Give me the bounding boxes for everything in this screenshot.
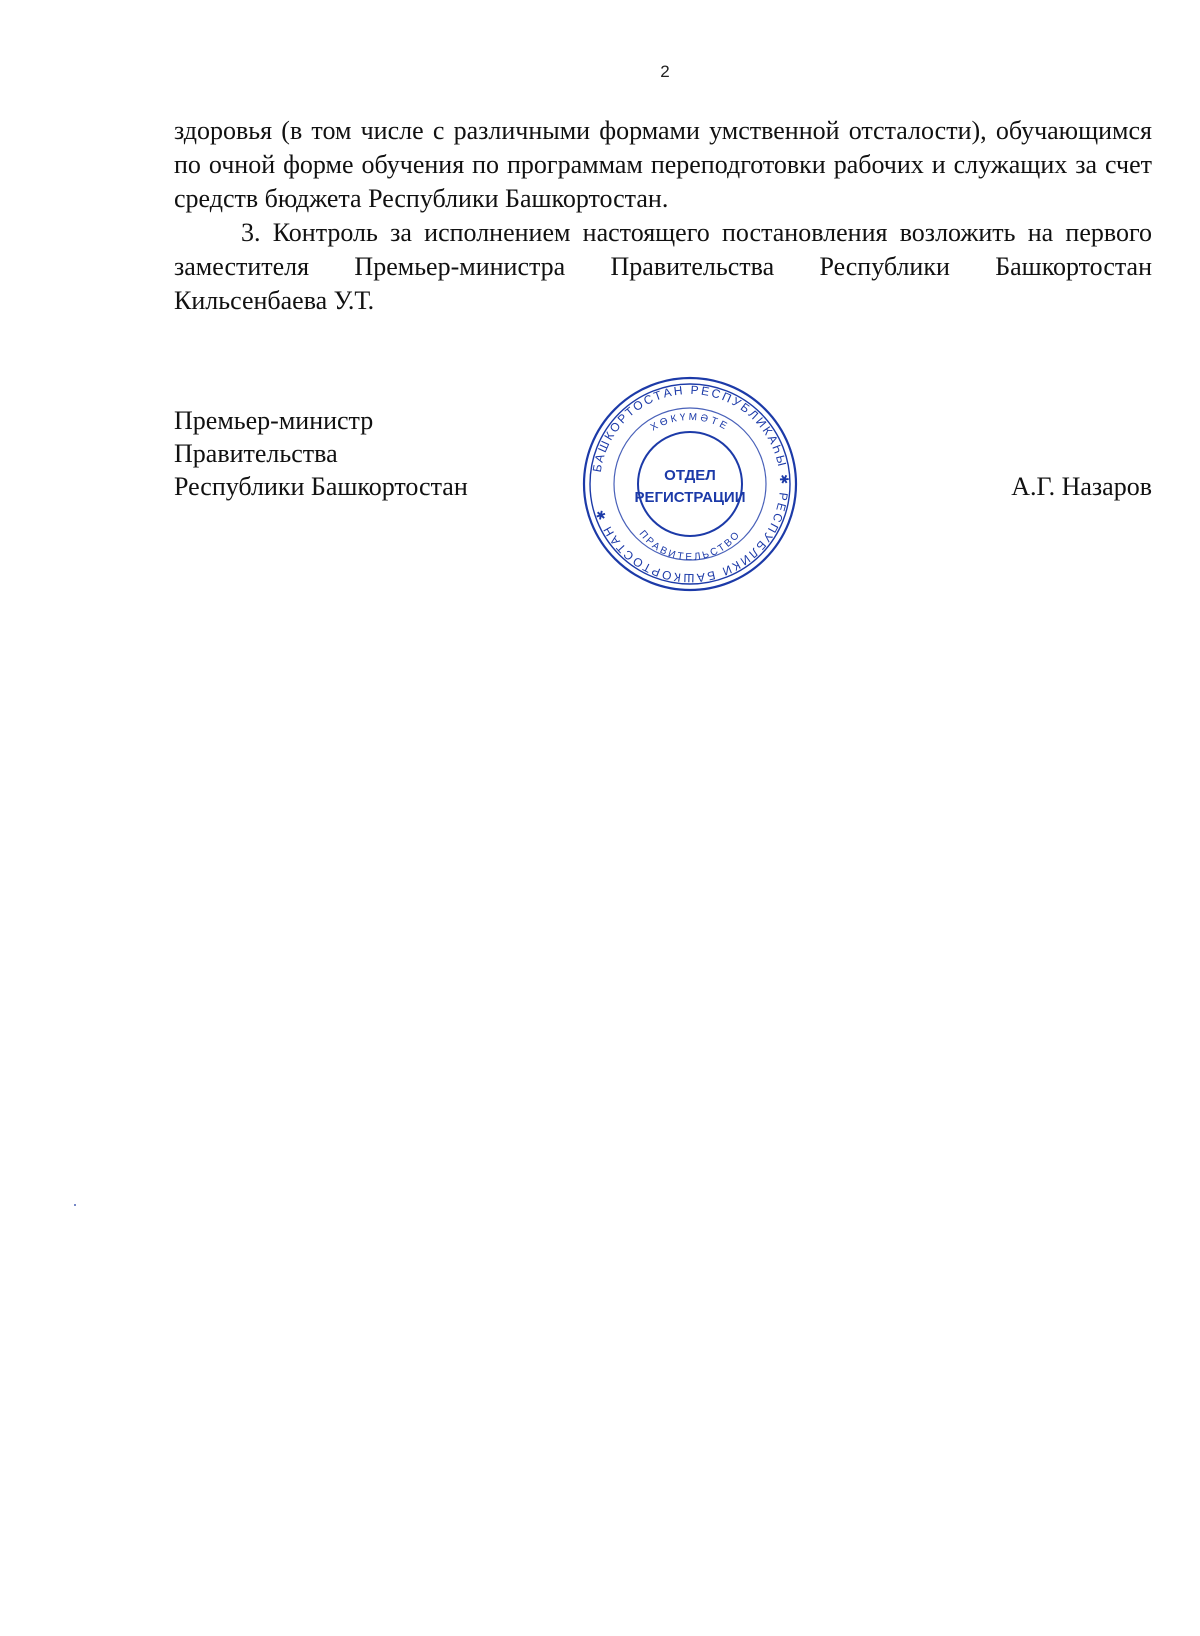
- page-number: 2: [660, 62, 670, 81]
- seal-center-line-1: ОТДЕЛ: [664, 467, 716, 484]
- official-seal-stamp: [576, 370, 804, 598]
- scan-speck: [74, 1204, 76, 1206]
- seal-inner-circle: [638, 432, 742, 536]
- signer-title-line: Правительства: [174, 439, 338, 468]
- seal-center-line-2: РЕГИСТРАЦИИ: [634, 489, 746, 506]
- signer-title: [174, 404, 468, 503]
- seal-ring-textpath: БАШКОРТОСТАН РЕСПУБЛИКАҺЫ ✱ РЕСПУБЛИКИ БАШКОРТОСТАН ✱: [589, 382, 792, 586]
- signer-title-line: Премьер-министр: [174, 406, 374, 435]
- seal-graphic: [576, 370, 804, 598]
- seal-middle-circle: [614, 408, 766, 560]
- document-body: [174, 114, 1152, 318]
- seal-upper-inner-text: ХӨКҮМӘТЕ: [648, 411, 732, 434]
- signer-name: А.Г. Назаров: [1011, 472, 1152, 501]
- paragraph-control-clause: 3. Контроль за исполнением настоящего постановления возложить на первого заместителя Премьер-министра Правительства Республики Башкортостан Кильсенбаева У.Т.: [174, 218, 1152, 315]
- seal-lower-inner-text: ПРАВИТЕЛЬСТВО: [636, 528, 744, 564]
- signer-title-line: Республики Башкортостан: [174, 472, 468, 501]
- paragraph-continuation: здоровья (в том числе с различными формами умственной отсталости), обучающимся по очной форме обучения по программам переподготовки рабочих и служащих за счет средств бюджета Республики Башкортостан.: [174, 116, 1152, 213]
